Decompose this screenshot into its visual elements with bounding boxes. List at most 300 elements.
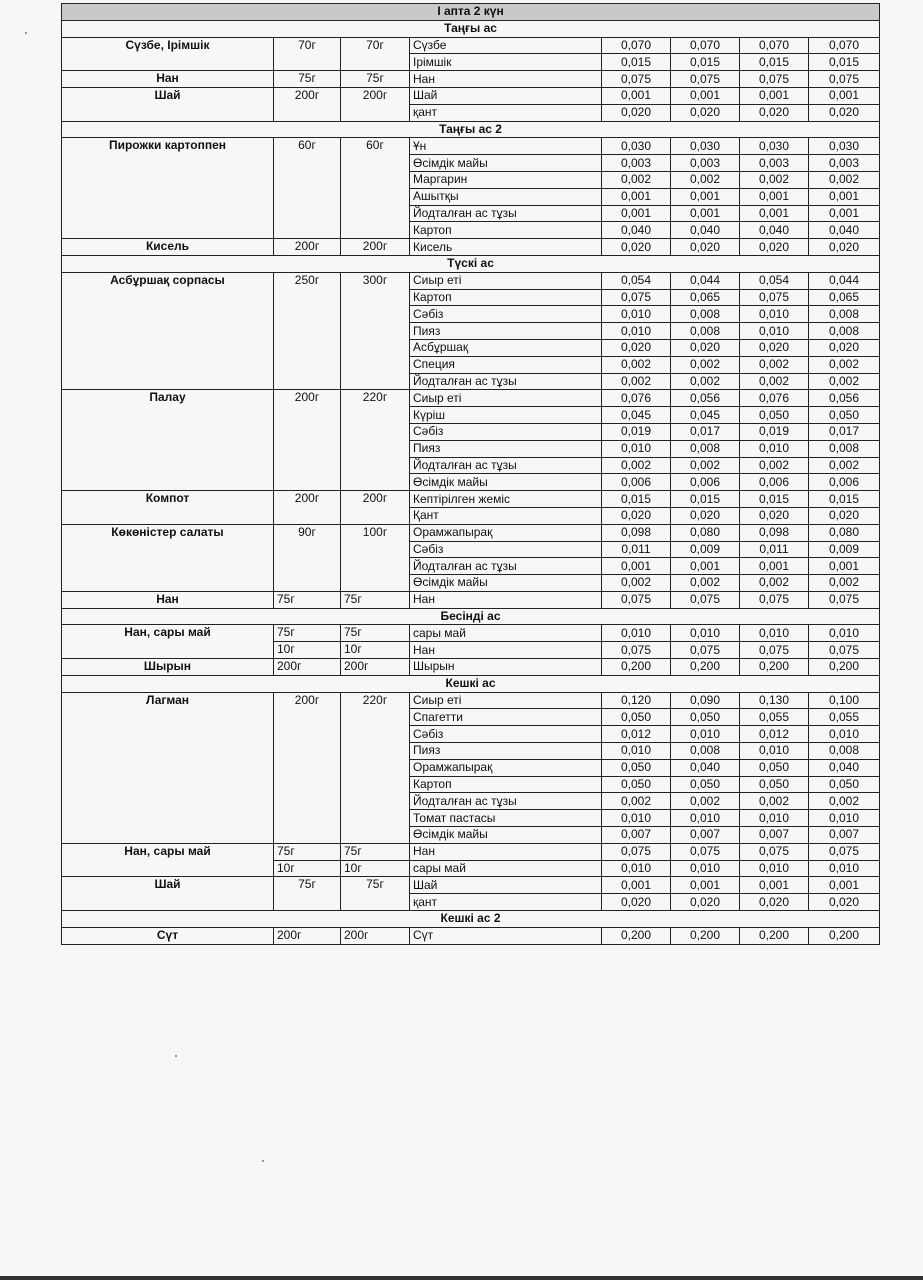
amount-value: 0,020 bbox=[809, 339, 880, 356]
amount-value: 0,020 bbox=[809, 104, 880, 121]
amount-value: 0,001 bbox=[602, 205, 671, 222]
amount-value: 0,020 bbox=[740, 339, 809, 356]
section-row bbox=[62, 675, 880, 692]
table-row bbox=[62, 659, 880, 676]
amount-value: 0,015 bbox=[602, 54, 671, 71]
amount-value: 0,001 bbox=[740, 87, 809, 104]
amount-value: 0,030 bbox=[602, 138, 671, 155]
amount-value: 0,020 bbox=[740, 104, 809, 121]
amount-value: 0,002 bbox=[809, 171, 880, 188]
amount-value: 0,020 bbox=[671, 507, 740, 524]
portion-qty-1: 75г bbox=[274, 877, 341, 911]
amount-value: 0,002 bbox=[671, 457, 740, 474]
scan-edge bbox=[0, 1276, 923, 1280]
ingredient-name: Спагетти bbox=[410, 709, 602, 726]
portion-qty-1: 200г bbox=[274, 659, 341, 676]
amount-value: 0,001 bbox=[740, 558, 809, 575]
ingredient-name: Картоп bbox=[410, 776, 602, 793]
amount-value: 0,075 bbox=[740, 71, 809, 88]
section-row bbox=[62, 20, 880, 37]
amount-value: 0,002 bbox=[671, 373, 740, 390]
section-title: Кешкі ас bbox=[62, 675, 880, 692]
amount-value: 0,010 bbox=[740, 860, 809, 877]
amount-value: 0,007 bbox=[740, 827, 809, 844]
portion-qty-2: 100г bbox=[341, 524, 410, 591]
amount-value: 0,010 bbox=[602, 440, 671, 457]
table-row bbox=[62, 390, 880, 407]
dish-name: Көкөністер салаты bbox=[62, 524, 274, 591]
amount-value: 0,008 bbox=[809, 323, 880, 340]
title-row bbox=[62, 4, 880, 21]
amount-value: 0,070 bbox=[671, 37, 740, 54]
ingredient-name: Картоп bbox=[410, 289, 602, 306]
amount-value: 0,075 bbox=[740, 591, 809, 608]
amount-value: 0,075 bbox=[809, 591, 880, 608]
amount-value: 0,200 bbox=[809, 659, 880, 676]
ingredient-name: Йодталған ас тұзы bbox=[410, 205, 602, 222]
ingredient-name: Ашытқы bbox=[410, 188, 602, 205]
amount-value: 0,001 bbox=[671, 205, 740, 222]
amount-value: 0,002 bbox=[671, 171, 740, 188]
amount-value: 0,055 bbox=[809, 709, 880, 726]
amount-value: 0,040 bbox=[671, 222, 740, 239]
portion-qty-2: 200г bbox=[341, 87, 410, 121]
amount-value: 0,002 bbox=[809, 793, 880, 810]
amount-value: 0,075 bbox=[671, 843, 740, 860]
amount-value: 0,019 bbox=[740, 423, 809, 440]
amount-value: 0,017 bbox=[671, 423, 740, 440]
table-row bbox=[62, 71, 880, 88]
portion-qty-1: 75г bbox=[274, 843, 341, 860]
amount-value: 0,020 bbox=[602, 239, 671, 256]
amount-value: 0,007 bbox=[602, 827, 671, 844]
ingredient-name: Йодталған ас тұзы bbox=[410, 457, 602, 474]
ingredient-name: Йодталған ас тұзы bbox=[410, 373, 602, 390]
amount-value: 0,010 bbox=[740, 810, 809, 827]
table-row bbox=[62, 843, 880, 860]
amount-value: 0,020 bbox=[602, 894, 671, 911]
amount-value: 0,098 bbox=[740, 524, 809, 541]
portion-qty-1: 250г bbox=[274, 272, 341, 390]
amount-value: 0,001 bbox=[809, 558, 880, 575]
amount-value: 0,075 bbox=[809, 843, 880, 860]
amount-value: 0,010 bbox=[740, 323, 809, 340]
amount-value: 0,008 bbox=[809, 743, 880, 760]
amount-value: 0,070 bbox=[809, 37, 880, 54]
amount-value: 0,065 bbox=[809, 289, 880, 306]
amount-value: 0,003 bbox=[740, 155, 809, 172]
portion-qty-1: 200г bbox=[274, 491, 341, 525]
ingredient-name: Сиыр еті bbox=[410, 692, 602, 709]
ingredient-name: Пияз bbox=[410, 323, 602, 340]
amount-value: 0,098 bbox=[602, 524, 671, 541]
table-row bbox=[62, 37, 880, 54]
dish-name: Сүт bbox=[62, 927, 274, 944]
portion-qty-1: 200г bbox=[274, 239, 341, 256]
amount-value: 0,075 bbox=[740, 642, 809, 659]
amount-value: 0,050 bbox=[740, 407, 809, 424]
amount-value: 0,020 bbox=[602, 104, 671, 121]
dish-name: Кисель bbox=[62, 239, 274, 256]
amount-value: 0,008 bbox=[671, 323, 740, 340]
amount-value: 0,010 bbox=[602, 810, 671, 827]
amount-value: 0,056 bbox=[809, 390, 880, 407]
amount-value: 0,050 bbox=[740, 759, 809, 776]
dish-name: Палау bbox=[62, 390, 274, 491]
section-title: Таңғы ас bbox=[62, 20, 880, 37]
table-row bbox=[62, 491, 880, 508]
amount-value: 0,015 bbox=[809, 491, 880, 508]
amount-value: 0,080 bbox=[671, 524, 740, 541]
table-row bbox=[62, 87, 880, 104]
amount-value: 0,015 bbox=[602, 491, 671, 508]
amount-value: 0,001 bbox=[809, 205, 880, 222]
portion-qty-1: 70г bbox=[274, 37, 341, 71]
dish-name: Шырын bbox=[62, 659, 274, 676]
amount-value: 0,010 bbox=[671, 625, 740, 642]
amount-value: 0,020 bbox=[809, 507, 880, 524]
amount-value: 0,002 bbox=[740, 356, 809, 373]
amount-value: 0,002 bbox=[740, 373, 809, 390]
amount-value: 0,070 bbox=[602, 37, 671, 54]
amount-value: 0,076 bbox=[740, 390, 809, 407]
dish-name: Нан, сары май bbox=[62, 843, 274, 877]
amount-value: 0,010 bbox=[602, 306, 671, 323]
portion-qty-1: 60г bbox=[274, 138, 341, 239]
dish-name: Сүзбе, Ірімшік bbox=[62, 37, 274, 71]
section-row bbox=[62, 255, 880, 272]
portion-qty-1: 200г bbox=[274, 390, 341, 491]
section-title: Кешкі ас 2 bbox=[62, 911, 880, 928]
amount-value: 0,006 bbox=[809, 474, 880, 491]
menu-table bbox=[61, 3, 880, 945]
amount-value: 0,002 bbox=[809, 356, 880, 373]
ingredient-name: Йодталған ас тұзы bbox=[410, 558, 602, 575]
amount-value: 0,010 bbox=[740, 625, 809, 642]
amount-value: 0,001 bbox=[809, 877, 880, 894]
ingredient-name: сары май bbox=[410, 625, 602, 642]
amount-value: 0,010 bbox=[809, 860, 880, 877]
ingredient-name: Орамжапырақ bbox=[410, 524, 602, 541]
dish-name: Пирожки картоппен bbox=[62, 138, 274, 239]
amount-value: 0,075 bbox=[671, 642, 740, 659]
ingredient-name: Нан bbox=[410, 642, 602, 659]
amount-value: 0,200 bbox=[740, 659, 809, 676]
table-row bbox=[62, 524, 880, 541]
portion-qty-2: 300г bbox=[341, 272, 410, 390]
amount-value: 0,001 bbox=[740, 877, 809, 894]
amount-value: 0,075 bbox=[602, 289, 671, 306]
amount-value: 0,001 bbox=[602, 87, 671, 104]
amount-value: 0,040 bbox=[671, 759, 740, 776]
amount-value: 0,050 bbox=[602, 776, 671, 793]
ingredient-name: Сиыр еті bbox=[410, 390, 602, 407]
amount-value: 0,007 bbox=[671, 827, 740, 844]
amount-value: 0,001 bbox=[602, 558, 671, 575]
amount-value: 0,011 bbox=[602, 541, 671, 558]
portion-qty-1: 200г bbox=[274, 927, 341, 944]
amount-value: 0,200 bbox=[809, 927, 880, 944]
ingredient-name: Картоп bbox=[410, 222, 602, 239]
portion-qty-2: 200г bbox=[341, 927, 410, 944]
ingredient-name: Өсімдік майы bbox=[410, 155, 602, 172]
amount-value: 0,012 bbox=[740, 726, 809, 743]
ingredient-name: Маргарин bbox=[410, 171, 602, 188]
amount-value: 0,002 bbox=[602, 575, 671, 592]
table-row bbox=[62, 239, 880, 256]
ingredient-name: Кисель bbox=[410, 239, 602, 256]
dish-name: Нан bbox=[62, 591, 274, 608]
ingredient-name: Орамжапырақ bbox=[410, 759, 602, 776]
section-row bbox=[62, 911, 880, 928]
amount-value: 0,019 bbox=[602, 423, 671, 440]
amount-value: 0,080 bbox=[809, 524, 880, 541]
amount-value: 0,017 bbox=[809, 423, 880, 440]
amount-value: 0,010 bbox=[740, 440, 809, 457]
section-row bbox=[62, 121, 880, 138]
ingredient-name: Күріш bbox=[410, 407, 602, 424]
amount-value: 0,045 bbox=[602, 407, 671, 424]
amount-value: 0,001 bbox=[740, 205, 809, 222]
amount-value: 0,075 bbox=[809, 642, 880, 659]
amount-value: 0,075 bbox=[602, 642, 671, 659]
amount-value: 0,001 bbox=[809, 87, 880, 104]
portion-qty-2: 75г bbox=[341, 625, 410, 642]
ingredient-name: Сәбіз bbox=[410, 726, 602, 743]
amount-value: 0,008 bbox=[671, 440, 740, 457]
ingredient-name: қант bbox=[410, 894, 602, 911]
amount-value: 0,002 bbox=[671, 793, 740, 810]
amount-value: 0,010 bbox=[602, 743, 671, 760]
ingredient-name: Ұн bbox=[410, 138, 602, 155]
ingredient-name: Асбұршақ bbox=[410, 339, 602, 356]
portion-qty-1: 75г bbox=[274, 71, 341, 88]
amount-value: 0,006 bbox=[671, 474, 740, 491]
portion-qty-2: 200г bbox=[341, 659, 410, 676]
amount-value: 0,008 bbox=[809, 440, 880, 457]
amount-value: 0,011 bbox=[740, 541, 809, 558]
amount-value: 0,010 bbox=[671, 860, 740, 877]
ingredient-name: Сүт bbox=[410, 927, 602, 944]
amount-value: 0,010 bbox=[809, 726, 880, 743]
amount-value: 0,007 bbox=[809, 827, 880, 844]
portion-qty-2: 200г bbox=[341, 239, 410, 256]
portion-qty-1: 75г bbox=[274, 591, 341, 608]
amount-value: 0,002 bbox=[809, 575, 880, 592]
table-row bbox=[62, 625, 880, 642]
ingredient-name: қант bbox=[410, 104, 602, 121]
amount-value: 0,002 bbox=[671, 575, 740, 592]
amount-value: 0,002 bbox=[671, 356, 740, 373]
ingredient-name: Өсімдік майы bbox=[410, 575, 602, 592]
amount-value: 0,050 bbox=[671, 776, 740, 793]
amount-value: 0,040 bbox=[809, 222, 880, 239]
amount-value: 0,054 bbox=[740, 272, 809, 289]
section-title: Бесінді ас bbox=[62, 608, 880, 625]
amount-value: 0,010 bbox=[602, 625, 671, 642]
amount-value: 0,001 bbox=[740, 188, 809, 205]
amount-value: 0,030 bbox=[671, 138, 740, 155]
table-title: I апта 2 күн bbox=[62, 4, 880, 21]
amount-value: 0,050 bbox=[671, 709, 740, 726]
amount-value: 0,100 bbox=[809, 692, 880, 709]
ingredient-name: Сиыр еті bbox=[410, 272, 602, 289]
dish-name: Нан bbox=[62, 71, 274, 88]
amount-value: 0,010 bbox=[740, 306, 809, 323]
ingredient-name: Нан bbox=[410, 591, 602, 608]
amount-value: 0,015 bbox=[740, 491, 809, 508]
amount-value: 0,054 bbox=[602, 272, 671, 289]
portion-qty-1: 75г bbox=[274, 625, 341, 642]
ingredient-name: Пияз bbox=[410, 440, 602, 457]
amount-value: 0,015 bbox=[671, 54, 740, 71]
dish-name: Асбұршақ сорпасы bbox=[62, 272, 274, 390]
amount-value: 0,002 bbox=[740, 171, 809, 188]
amount-value: 0,200 bbox=[671, 927, 740, 944]
amount-value: 0,009 bbox=[809, 541, 880, 558]
portion-qty-2: 75г bbox=[341, 843, 410, 860]
amount-value: 0,012 bbox=[602, 726, 671, 743]
portion-qty-2: 220г bbox=[341, 692, 410, 843]
portion-qty-2: 220г bbox=[341, 390, 410, 491]
dish-name: Нан, сары май bbox=[62, 625, 274, 659]
amount-value: 0,020 bbox=[671, 104, 740, 121]
amount-value: 0,002 bbox=[740, 793, 809, 810]
dish-name: Шай bbox=[62, 877, 274, 911]
table-row bbox=[62, 138, 880, 155]
amount-value: 0,050 bbox=[740, 776, 809, 793]
table-row bbox=[62, 591, 880, 608]
amount-value: 0,075 bbox=[809, 71, 880, 88]
amount-value: 0,001 bbox=[671, 877, 740, 894]
section-title: Таңғы ас 2 bbox=[62, 121, 880, 138]
ingredient-name: Ірімшік bbox=[410, 54, 602, 71]
amount-value: 0,020 bbox=[740, 507, 809, 524]
menu-sheet bbox=[61, 3, 879, 945]
amount-value: 0,056 bbox=[671, 390, 740, 407]
amount-value: 0,020 bbox=[671, 239, 740, 256]
table-row bbox=[62, 927, 880, 944]
amount-value: 0,044 bbox=[809, 272, 880, 289]
ingredient-name: Кептірілген жеміс bbox=[410, 491, 602, 508]
scan-speck bbox=[262, 1160, 264, 1162]
ingredient-name: Қант bbox=[410, 507, 602, 524]
amount-value: 0,015 bbox=[671, 491, 740, 508]
amount-value: 0,002 bbox=[809, 373, 880, 390]
amount-value: 0,002 bbox=[602, 356, 671, 373]
amount-value: 0,020 bbox=[602, 339, 671, 356]
amount-value: 0,075 bbox=[671, 591, 740, 608]
amount-value: 0,008 bbox=[671, 743, 740, 760]
amount-value: 0,020 bbox=[809, 894, 880, 911]
section-title: Түскі ас bbox=[62, 255, 880, 272]
dish-name: Лагман bbox=[62, 692, 274, 843]
portion-qty-2: 200г bbox=[341, 491, 410, 525]
scan-speck bbox=[25, 32, 27, 34]
portion-qty-1: 90г bbox=[274, 524, 341, 591]
ingredient-name: сары май bbox=[410, 860, 602, 877]
amount-value: 0,050 bbox=[602, 759, 671, 776]
portion-qty-2: 75г bbox=[341, 71, 410, 88]
amount-value: 0,065 bbox=[671, 289, 740, 306]
amount-value: 0,020 bbox=[740, 239, 809, 256]
amount-value: 0,001 bbox=[602, 188, 671, 205]
amount-value: 0,050 bbox=[809, 407, 880, 424]
table-row bbox=[62, 272, 880, 289]
portion-qty-1: 200г bbox=[274, 87, 341, 121]
ingredient-name: Шай bbox=[410, 877, 602, 894]
portion-qty-2: 10г bbox=[341, 860, 410, 877]
portion-qty-2: 75г bbox=[341, 591, 410, 608]
amount-value: 0,044 bbox=[671, 272, 740, 289]
amount-value: 0,070 bbox=[740, 37, 809, 54]
amount-value: 0,030 bbox=[740, 138, 809, 155]
amount-value: 0,090 bbox=[671, 692, 740, 709]
amount-value: 0,020 bbox=[671, 339, 740, 356]
amount-value: 0,050 bbox=[602, 709, 671, 726]
amount-value: 0,076 bbox=[602, 390, 671, 407]
amount-value: 0,002 bbox=[602, 171, 671, 188]
ingredient-name: Сәбіз bbox=[410, 541, 602, 558]
amount-value: 0,075 bbox=[602, 843, 671, 860]
portion-qty-1: 10г bbox=[274, 860, 341, 877]
amount-value: 0,006 bbox=[602, 474, 671, 491]
amount-value: 0,050 bbox=[809, 776, 880, 793]
ingredient-name: Өсімдік майы bbox=[410, 474, 602, 491]
amount-value: 0,030 bbox=[809, 138, 880, 155]
amount-value: 0,002 bbox=[740, 575, 809, 592]
amount-value: 0,010 bbox=[809, 625, 880, 642]
amount-value: 0,075 bbox=[740, 843, 809, 860]
amount-value: 0,020 bbox=[602, 507, 671, 524]
amount-value: 0,015 bbox=[809, 54, 880, 71]
ingredient-name: Специя bbox=[410, 356, 602, 373]
portion-qty-2: 75г bbox=[341, 877, 410, 911]
portion-qty-1: 200г bbox=[274, 692, 341, 843]
amount-value: 0,001 bbox=[671, 87, 740, 104]
amount-value: 0,200 bbox=[602, 927, 671, 944]
amount-value: 0,010 bbox=[809, 810, 880, 827]
amount-value: 0,002 bbox=[602, 373, 671, 390]
amount-value: 0,120 bbox=[602, 692, 671, 709]
amount-value: 0,200 bbox=[602, 659, 671, 676]
ingredient-name: Пияз bbox=[410, 743, 602, 760]
amount-value: 0,010 bbox=[602, 860, 671, 877]
ingredient-name: Томат пастасы bbox=[410, 810, 602, 827]
amount-value: 0,001 bbox=[602, 877, 671, 894]
amount-value: 0,010 bbox=[671, 726, 740, 743]
amount-value: 0,040 bbox=[602, 222, 671, 239]
amount-value: 0,075 bbox=[602, 591, 671, 608]
amount-value: 0,020 bbox=[671, 894, 740, 911]
scan-speck bbox=[175, 1055, 177, 1057]
portion-qty-2: 10г bbox=[341, 642, 410, 659]
ingredient-name: Шай bbox=[410, 87, 602, 104]
amount-value: 0,001 bbox=[671, 558, 740, 575]
amount-value: 0,009 bbox=[671, 541, 740, 558]
portion-qty-2: 70г bbox=[341, 37, 410, 71]
amount-value: 0,010 bbox=[602, 323, 671, 340]
ingredient-name: Нан bbox=[410, 843, 602, 860]
amount-value: 0,003 bbox=[809, 155, 880, 172]
amount-value: 0,010 bbox=[740, 743, 809, 760]
amount-value: 0,006 bbox=[740, 474, 809, 491]
amount-value: 0,003 bbox=[602, 155, 671, 172]
amount-value: 0,020 bbox=[740, 894, 809, 911]
amount-value: 0,002 bbox=[809, 457, 880, 474]
table-row bbox=[62, 692, 880, 709]
amount-value: 0,015 bbox=[740, 54, 809, 71]
